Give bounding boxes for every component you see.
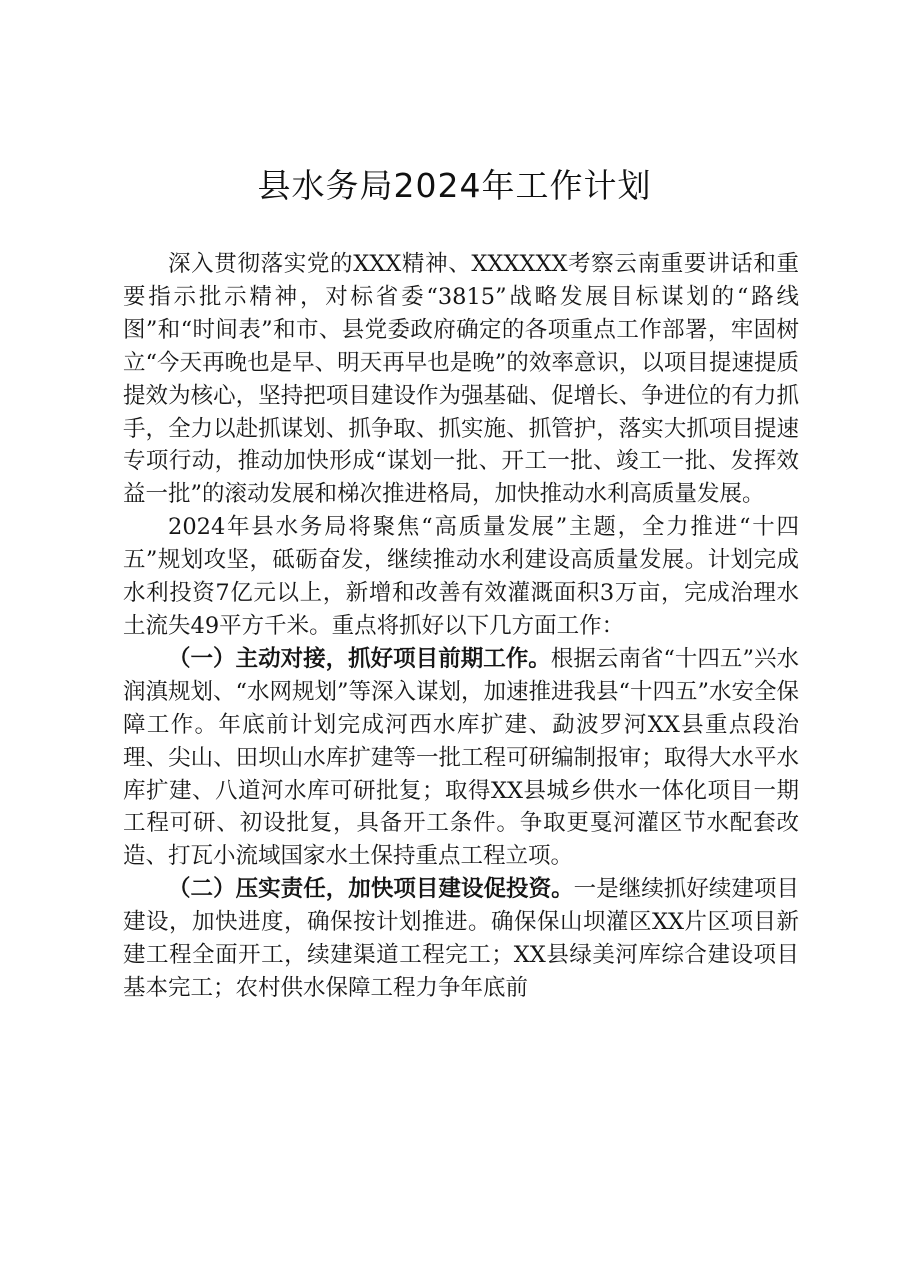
- paragraph-section-2: [123, 873, 799, 1005]
- paragraph-section-1: [123, 643, 799, 873]
- paragraph-intro: [123, 248, 799, 511]
- paragraph-text: 一是继续抓好续建项目建设，加快进度，确保按计划推进。确保保山坝灌区XX片区项目新建工程全面开工，续建渠道工程完工；XX县绿美河库综合建设项目基本完工；农村供水保障工程力争年底前: [123, 876, 799, 1001]
- paragraph-text: 2024年县水务局将聚焦“高质量发展”主题，全力推进“十四五”规划攻坚，砥砺奋发，继续推动水利建设高质量发展。计划完成水利投资7亿元以上，新增和改善有效灌溉面积3万亩，完成治理水土流失49平方千米。重点将抓好以下几方面工作：: [123, 514, 799, 639]
- section-heading: （一）主动对接，抓好项目前期工作。: [168, 645, 551, 672]
- paragraph-text: 根据云南省“十四五”兴水润滇规划、“水网规划”等深入谋划，加速推进我县“十四五”水安全保障工作。年底前计划完成河西水库扩建、勐波罗河XX县重点段治理、尖山、田坝山水库扩建等一批工程可研编制报审；取得大水平水库扩建、八道河水库可研批复；取得XX县城乡供水一体化项目一期工程可研、初设批复，具备开工条件。争取更戛河灌区节水配套改造、打瓦小流域国家水土保持重点工程立项。: [123, 645, 800, 870]
- document-body: [123, 248, 799, 1005]
- section-heading: （二）压实责任，加快项目建设促投资。: [168, 876, 574, 903]
- paragraph-overview: [123, 511, 799, 643]
- document-title: 县水务局2024年工作计划: [257, 166, 652, 205]
- paragraph-text: 深入贯彻落实党的XXX精神、XXXXXX考察云南重要讲话和重要指示批示精神，对标省委“3815”战略发展目标谋划的“路线图”和“时间表”和市、县党委政府确定的各项重点工作部署，牢固树立“今天再晚也是早、明天再早也是晚”的效率意识，以项目提速提质提效为核心，坚持把项目建设作为强基础、促增长、争进位的有力抓手，全力以赴抓谋划、抓争取、抓实施、抓管护，落实大抓项目提速专项行动，推动加快形成“谋划一批、开工一批、竣工一批、发挥效益一批”的滚动发展和梯次推进格局，加快推动水利高质量发展。: [123, 251, 799, 508]
